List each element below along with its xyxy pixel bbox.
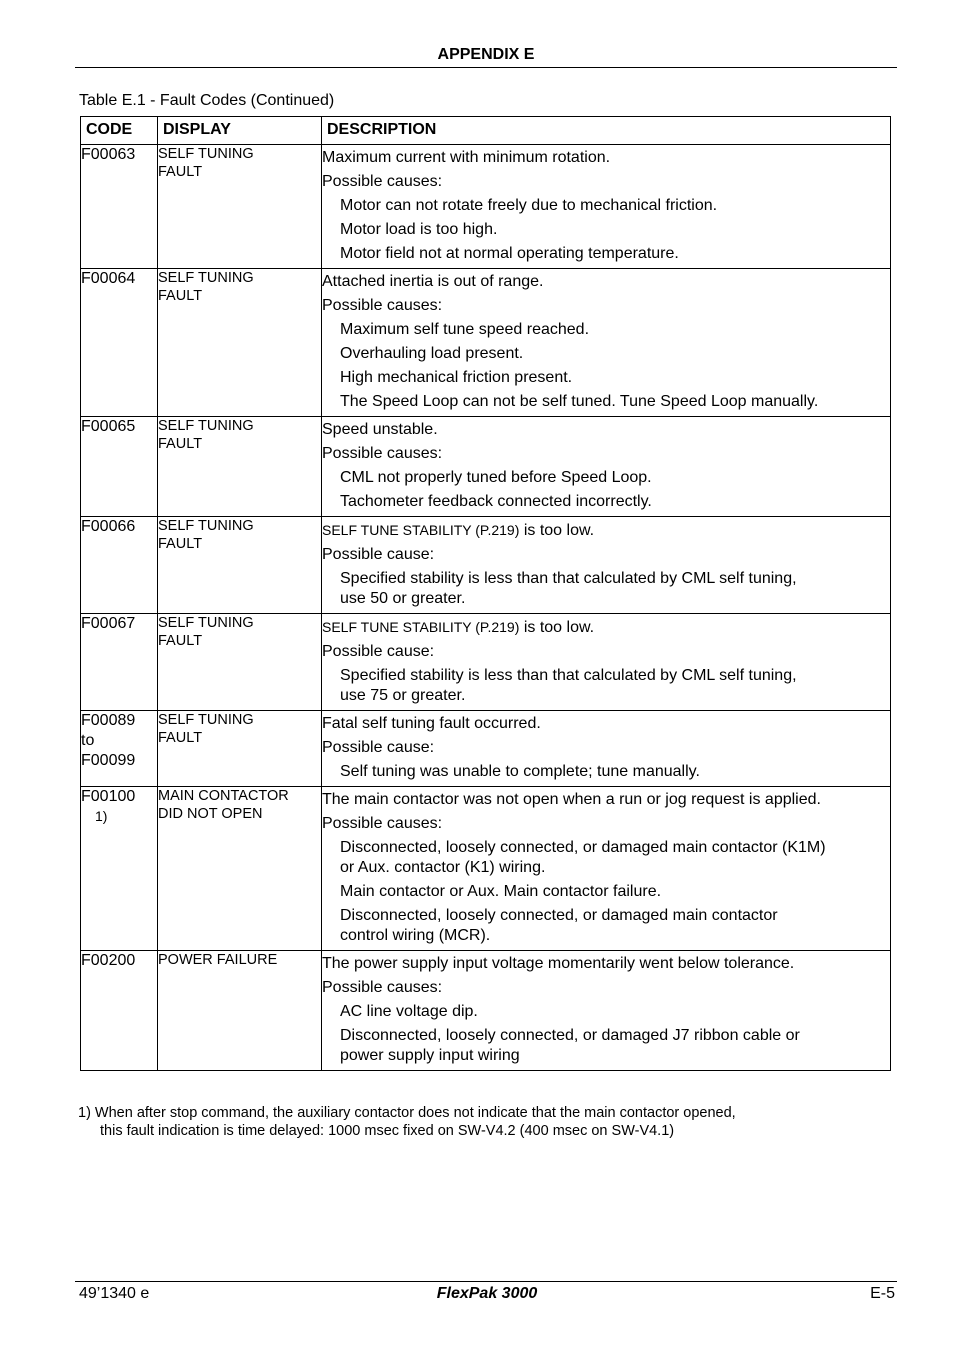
table-caption: Table E.1 - Fault Codes (Continued)	[79, 92, 335, 109]
description-text: The power supply input voltage momentarily went below tolerance.	[322, 955, 795, 972]
description-line	[322, 520, 890, 541]
cause-item	[322, 1026, 890, 1066]
cause-item	[322, 244, 890, 264]
fault-code-cell	[81, 517, 158, 614]
fault-code-cell	[81, 269, 158, 417]
display-text-cell	[158, 417, 322, 517]
description-cell	[322, 517, 891, 614]
display-text-cell	[158, 787, 322, 951]
description-line	[322, 642, 890, 662]
description-text: Tachometer feedback connected incorrectly.	[340, 493, 652, 510]
column-header-display: DISPLAY	[158, 117, 322, 145]
description-text: Possible causes:	[322, 815, 443, 832]
description-text: is too low.	[519, 522, 595, 539]
description-text: CML not properly tuned before Speed Loop.	[340, 469, 652, 486]
footnote-reference: 1)	[95, 808, 108, 824]
description-text: Disconnected, loosely connected, or damaged J7 ribbon cable or	[340, 1027, 800, 1044]
description-line	[322, 714, 890, 734]
description-text: Disconnected, loosely connected, or damaged main contactor	[340, 907, 778, 924]
fault-rows	[81, 145, 891, 1071]
display-text-line: SELF TUNING	[158, 712, 254, 728]
cause-item	[322, 762, 890, 782]
description-line	[322, 148, 890, 168]
description-text: The Speed Loop can not be self tuned. Tune Speed Loop manually.	[340, 393, 819, 410]
description-cell	[322, 951, 891, 1071]
description-text: Possible cause:	[322, 546, 435, 563]
description-text: Possible causes:	[322, 979, 443, 996]
fault-code-cell	[81, 711, 158, 787]
fault-code-cell	[81, 614, 158, 711]
description-cell	[322, 269, 891, 417]
fault-code: F00067	[81, 615, 136, 632]
fault-code: F00066	[81, 518, 136, 535]
display-text-line: FAULT	[158, 536, 203, 552]
description-text: Speed unstable.	[322, 421, 438, 438]
display-text-cell	[158, 517, 322, 614]
description-text: Main contactor or Aux. Main contactor failure.	[340, 883, 662, 900]
footnote	[78, 1104, 736, 1140]
cause-item	[322, 392, 890, 412]
display-text-line: POWER FAILURE	[158, 952, 278, 968]
description-text: Attached inertia is out of range.	[322, 273, 544, 290]
description-continuation: or Aux. contactor (K1) wiring.	[340, 859, 546, 876]
description-text: Possible causes:	[322, 297, 443, 314]
fault-code: F00089	[81, 712, 136, 729]
description-line	[322, 296, 890, 316]
fault-code-cell	[81, 145, 158, 269]
description-text: Fatal self tuning fault occurred.	[322, 715, 541, 732]
description-line	[322, 814, 890, 834]
cause-item	[322, 468, 890, 488]
fault-code-cell	[81, 787, 158, 951]
footer-rule	[75, 1281, 897, 1282]
table-row	[81, 145, 891, 269]
cause-item	[322, 220, 890, 240]
display-text-line: SELF TUNING	[158, 270, 254, 286]
fault-code-range: to	[81, 732, 95, 749]
table-row	[81, 711, 891, 787]
table-row	[81, 787, 891, 951]
cause-item	[322, 492, 890, 512]
page-number: E-5	[870, 1285, 895, 1302]
display-text-line: FAULT	[158, 633, 203, 649]
display-text-cell	[158, 951, 322, 1071]
description-text: Motor load is too high.	[340, 221, 498, 238]
fault-codes-table	[80, 116, 891, 1071]
table-row	[81, 417, 891, 517]
table-row	[81, 269, 891, 417]
description-text: Maximum current with minimum rotation.	[322, 149, 611, 166]
description-continuation: power supply input wiring	[340, 1047, 520, 1064]
display-text-cell	[158, 269, 322, 417]
description-cell	[322, 711, 891, 787]
display-text-line: FAULT	[158, 288, 203, 304]
description-text: Possible cause:	[322, 739, 435, 756]
display-text-line: SELF TUNING	[158, 418, 254, 434]
description-continuation: use 50 or greater.	[340, 590, 466, 607]
description-line	[322, 617, 890, 638]
document-number: 49’1340 e	[79, 1285, 150, 1302]
description-line	[322, 790, 890, 810]
display-text-line: SELF TUNING	[158, 615, 254, 631]
description-text: The main contactor was not open when a run or jog request is applied.	[322, 791, 821, 808]
description-cell	[322, 145, 891, 269]
cause-item	[322, 320, 890, 340]
footnote-line: 1) When after stop command, the auxiliary contactor does not indicate that the main contactor opened,	[78, 1105, 736, 1121]
fault-code-cell	[81, 951, 158, 1071]
description-text: is too low.	[519, 619, 595, 636]
display-text-line: SELF TUNING	[158, 518, 254, 534]
parameter-name: SELF TUNE STABILITY (P.219)	[322, 619, 520, 635]
description-text: Specified stability is less than that calculated by CML self tuning,	[340, 570, 797, 587]
product-name: FlexPak 3000	[436, 1285, 538, 1302]
parameter-name: SELF TUNE STABILITY (P.219)	[322, 522, 520, 538]
fault-code: F00200	[81, 952, 136, 969]
column-header-description: DESCRIPTION	[322, 117, 891, 145]
description-line	[322, 738, 890, 758]
description-cell	[322, 417, 891, 517]
description-text: Motor field not at normal operating temperature.	[340, 245, 679, 262]
description-line	[322, 172, 890, 192]
description-line	[322, 978, 890, 998]
display-text-cell	[158, 145, 322, 269]
description-text: Possible causes:	[322, 445, 443, 462]
table-row	[81, 951, 891, 1071]
display-text-line: MAIN CONTACTOR	[158, 788, 289, 804]
table-row	[81, 614, 891, 711]
description-text: Self tuning was unable to complete; tune manually.	[340, 763, 700, 780]
description-text: Maximum self tune speed reached.	[340, 321, 590, 338]
description-text: Possible cause:	[322, 643, 435, 660]
cause-item	[322, 666, 890, 706]
fault-code: F00065	[81, 418, 136, 435]
cause-item	[322, 368, 890, 388]
display-text-cell	[158, 614, 322, 711]
cause-item	[322, 882, 890, 902]
description-cell	[322, 787, 891, 951]
cause-item	[322, 906, 890, 946]
fault-code-cell	[81, 417, 158, 517]
description-continuation: use 75 or greater.	[340, 687, 466, 704]
description-text: AC line voltage dip.	[340, 1003, 478, 1020]
fault-code-range: F00099	[81, 752, 136, 769]
cause-item	[322, 1002, 890, 1022]
display-text-line: FAULT	[158, 730, 203, 746]
display-text-line: SELF TUNING	[158, 146, 254, 162]
cause-item	[322, 569, 890, 609]
description-line	[322, 420, 890, 440]
display-text-line: FAULT	[158, 164, 203, 180]
description-line	[322, 545, 890, 565]
description-text: Overhauling load present.	[340, 345, 524, 362]
header-rule	[75, 67, 897, 68]
display-text-line: FAULT	[158, 436, 203, 452]
cause-item	[322, 196, 890, 216]
description-text: High mechanical friction present.	[340, 369, 573, 386]
table-header-row	[81, 117, 891, 145]
description-text: Motor can not rotate freely due to mechanical friction.	[340, 197, 718, 214]
description-cell	[322, 614, 891, 711]
description-text: Possible causes:	[322, 173, 443, 190]
description-continuation: control wiring (MCR).	[340, 927, 491, 944]
fault-code: F00064	[81, 270, 136, 287]
footnote-line: this fault indication is time delayed: 1000 msec fixed on SW-V4.2 (400 msec on SW-V4.1)	[100, 1123, 675, 1139]
description-text: Disconnected, loosely connected, or damaged main contactor (K1M)	[340, 839, 826, 856]
table-row	[81, 517, 891, 614]
fault-code: F00063	[81, 146, 136, 163]
description-line	[322, 272, 890, 292]
description-text: Specified stability is less than that calculated by CML self tuning,	[340, 667, 797, 684]
fault-code: F00100	[81, 788, 136, 805]
cause-item	[322, 838, 890, 878]
cause-item	[322, 344, 890, 364]
display-text-line: DID NOT OPEN	[158, 806, 263, 822]
description-line	[322, 444, 890, 464]
header-title: APPENDIX E	[437, 46, 535, 63]
column-header-code: CODE	[81, 117, 158, 145]
display-text-cell	[158, 711, 322, 787]
description-line	[322, 954, 890, 974]
